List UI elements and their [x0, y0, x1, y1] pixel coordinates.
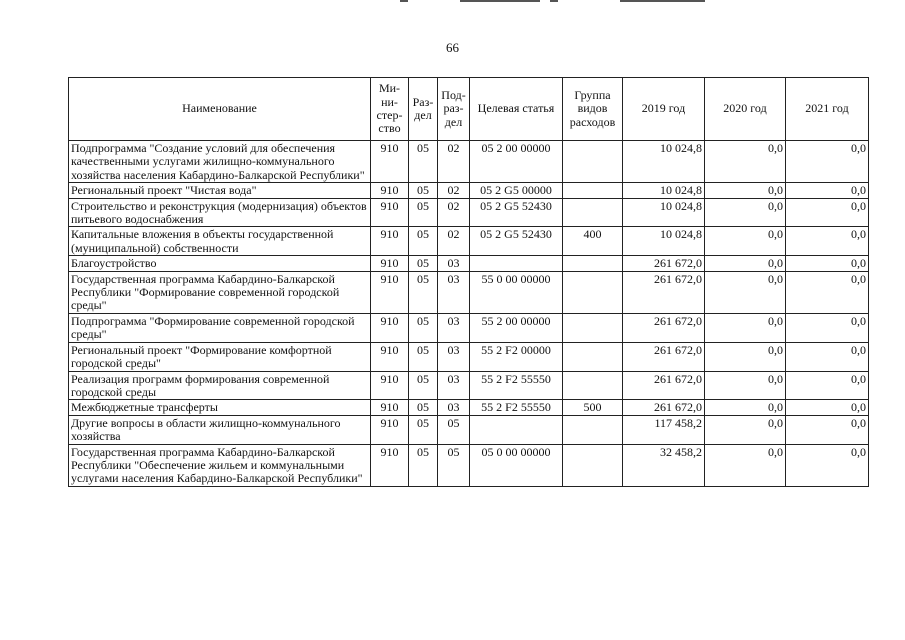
row-target-article: 55 2 F2 55550 [470, 371, 563, 400]
table-row [69, 271, 869, 313]
row-ministry: 910 [371, 183, 409, 198]
row-2019: 10 024,8 [623, 198, 705, 227]
row-subsection: 03 [438, 400, 470, 415]
row-2019: 10 024,8 [623, 183, 705, 198]
row-name: Государственная программа Кабардино-Балкарской Республики "Формирование современной городской среды" [69, 271, 371, 313]
row-expense-group [563, 141, 623, 183]
table-row [69, 227, 869, 256]
header-name: Наименование [69, 78, 371, 141]
row-2020: 0,0 [705, 371, 786, 400]
page-number: 66 [446, 40, 459, 55]
row-2021: 0,0 [786, 198, 869, 227]
header-2021: 2021 год [786, 78, 869, 141]
row-2019: 32 458,2 [623, 444, 705, 486]
header-subsection: Под-раз-дел [438, 78, 470, 141]
row-subsection: 05 [438, 415, 470, 444]
row-expense-group [563, 444, 623, 486]
row-2021: 0,0 [786, 141, 869, 183]
row-2020: 0,0 [705, 227, 786, 256]
row-section: 05 [409, 141, 438, 183]
row-2019: 10 024,8 [623, 141, 705, 183]
header-expense-group: Группа видов расходов [563, 78, 623, 141]
row-subsection: 05 [438, 444, 470, 486]
row-ministry: 910 [371, 342, 409, 371]
row-2019: 261 672,0 [623, 271, 705, 313]
row-expense-group [563, 183, 623, 198]
row-target-article: 05 2 G5 52430 [470, 198, 563, 227]
row-2021: 0,0 [786, 400, 869, 415]
row-subsection: 03 [438, 371, 470, 400]
row-name: Межбюджетные трансферты [69, 400, 371, 415]
row-2019: 261 672,0 [623, 400, 705, 415]
row-2021: 0,0 [786, 342, 869, 371]
row-target-article: 55 2 F2 55550 [470, 400, 563, 415]
row-ministry: 910 [371, 313, 409, 342]
row-2020: 0,0 [705, 256, 786, 271]
row-ministry: 910 [371, 400, 409, 415]
row-section: 05 [409, 342, 438, 371]
row-subsection: 03 [438, 313, 470, 342]
row-section: 05 [409, 371, 438, 400]
row-expense-group: 400 [563, 227, 623, 256]
row-name: Капитальные вложения в объекты государственной (муниципальной) собственности [69, 227, 371, 256]
row-target-article: 05 0 00 00000 [470, 444, 563, 486]
table-row [69, 371, 869, 400]
row-section: 05 [409, 256, 438, 271]
row-name: Строительство и реконструкция (модернизация) объектов питьевого водоснабжения [69, 198, 371, 227]
row-2020: 0,0 [705, 183, 786, 198]
table-row [69, 198, 869, 227]
row-2019: 117 458,2 [623, 415, 705, 444]
header-ministry: Ми-ни-стер-ство [371, 78, 409, 141]
row-2019: 10 024,8 [623, 227, 705, 256]
row-target-article: 55 2 F2 00000 [470, 342, 563, 371]
row-section: 05 [409, 400, 438, 415]
row-ministry: 910 [371, 444, 409, 486]
row-2021: 0,0 [786, 183, 869, 198]
row-section: 05 [409, 271, 438, 313]
header-target-article: Целевая статья [470, 78, 563, 141]
row-target-article: 55 0 00 00000 [470, 271, 563, 313]
row-2020: 0,0 [705, 400, 786, 415]
top-scan-line [400, 0, 800, 3]
row-subsection: 02 [438, 198, 470, 227]
row-2021: 0,0 [786, 415, 869, 444]
row-2021: 0,0 [786, 271, 869, 313]
row-target-article: 55 2 00 00000 [470, 313, 563, 342]
header-2020: 2020 год [705, 78, 786, 141]
row-subsection: 02 [438, 183, 470, 198]
row-2019: 261 672,0 [623, 371, 705, 400]
row-name: Благоустройство [69, 256, 371, 271]
row-expense-group [563, 198, 623, 227]
row-2019: 261 672,0 [623, 313, 705, 342]
row-section: 05 [409, 183, 438, 198]
row-expense-group [563, 256, 623, 271]
row-expense-group: 500 [563, 400, 623, 415]
row-ministry: 910 [371, 371, 409, 400]
row-ministry: 910 [371, 227, 409, 256]
row-2020: 0,0 [705, 444, 786, 486]
row-2020: 0,0 [705, 342, 786, 371]
row-ministry: 910 [371, 141, 409, 183]
table-row [69, 342, 869, 371]
header-section: Раз-дел [409, 78, 438, 141]
row-section: 05 [409, 198, 438, 227]
row-expense-group [563, 415, 623, 444]
table-row [69, 400, 869, 415]
row-2019: 261 672,0 [623, 342, 705, 371]
table-row [69, 256, 869, 271]
table-body [69, 141, 869, 487]
table-row [69, 183, 869, 198]
row-2020: 0,0 [705, 313, 786, 342]
row-name: Реализация программ формирования современной городской среды [69, 371, 371, 400]
row-2021: 0,0 [786, 256, 869, 271]
row-2021: 0,0 [786, 444, 869, 486]
row-expense-group [563, 313, 623, 342]
row-name: Региональный проект "Формирование комфортной городской среды" [69, 342, 371, 371]
row-2020: 0,0 [705, 198, 786, 227]
row-section: 05 [409, 415, 438, 444]
header-row [69, 78, 869, 141]
row-2020: 0,0 [705, 271, 786, 313]
budget-table [68, 77, 869, 487]
row-name: Подпрограмма "Создание условий для обеспечения качественными услугами жилищно-коммунального хозяйства населения Кабардино-Балкарской Республики" [69, 141, 371, 183]
row-section: 05 [409, 313, 438, 342]
table-row [69, 444, 869, 486]
row-expense-group [563, 342, 623, 371]
row-target-article: 05 2 G5 00000 [470, 183, 563, 198]
row-expense-group [563, 271, 623, 313]
row-subsection: 03 [438, 256, 470, 271]
row-subsection: 03 [438, 342, 470, 371]
row-expense-group [563, 371, 623, 400]
row-2021: 0,0 [786, 371, 869, 400]
row-name: Региональный проект "Чистая вода" [69, 183, 371, 198]
row-section: 05 [409, 444, 438, 486]
row-2020: 0,0 [705, 415, 786, 444]
row-ministry: 910 [371, 256, 409, 271]
table-row [69, 313, 869, 342]
row-ministry: 910 [371, 198, 409, 227]
row-subsection: 02 [438, 141, 470, 183]
row-2021: 0,0 [786, 227, 869, 256]
row-name: Подпрограмма "Формирование современной городской среды" [69, 313, 371, 342]
row-target-article [470, 415, 563, 444]
row-subsection: 03 [438, 271, 470, 313]
row-target-article: 05 2 G5 52430 [470, 227, 563, 256]
header-2019: 2019 год [623, 78, 705, 141]
row-name: Другие вопросы в области жилищно-коммунального хозяйства [69, 415, 371, 444]
row-name: Государственная программа Кабардино-Балкарской Республики "Обеспечение жильем и коммунальными услугами населения Кабардино-Балкарской Республики" [69, 444, 371, 486]
row-2020: 0,0 [705, 141, 786, 183]
row-target-article [470, 256, 563, 271]
table-row [69, 415, 869, 444]
row-section: 05 [409, 227, 438, 256]
row-2019: 261 672,0 [623, 256, 705, 271]
row-ministry: 910 [371, 271, 409, 313]
row-target-article: 05 2 00 00000 [470, 141, 563, 183]
table-row [69, 141, 869, 183]
row-subsection: 02 [438, 227, 470, 256]
row-ministry: 910 [371, 415, 409, 444]
row-2021: 0,0 [786, 313, 869, 342]
